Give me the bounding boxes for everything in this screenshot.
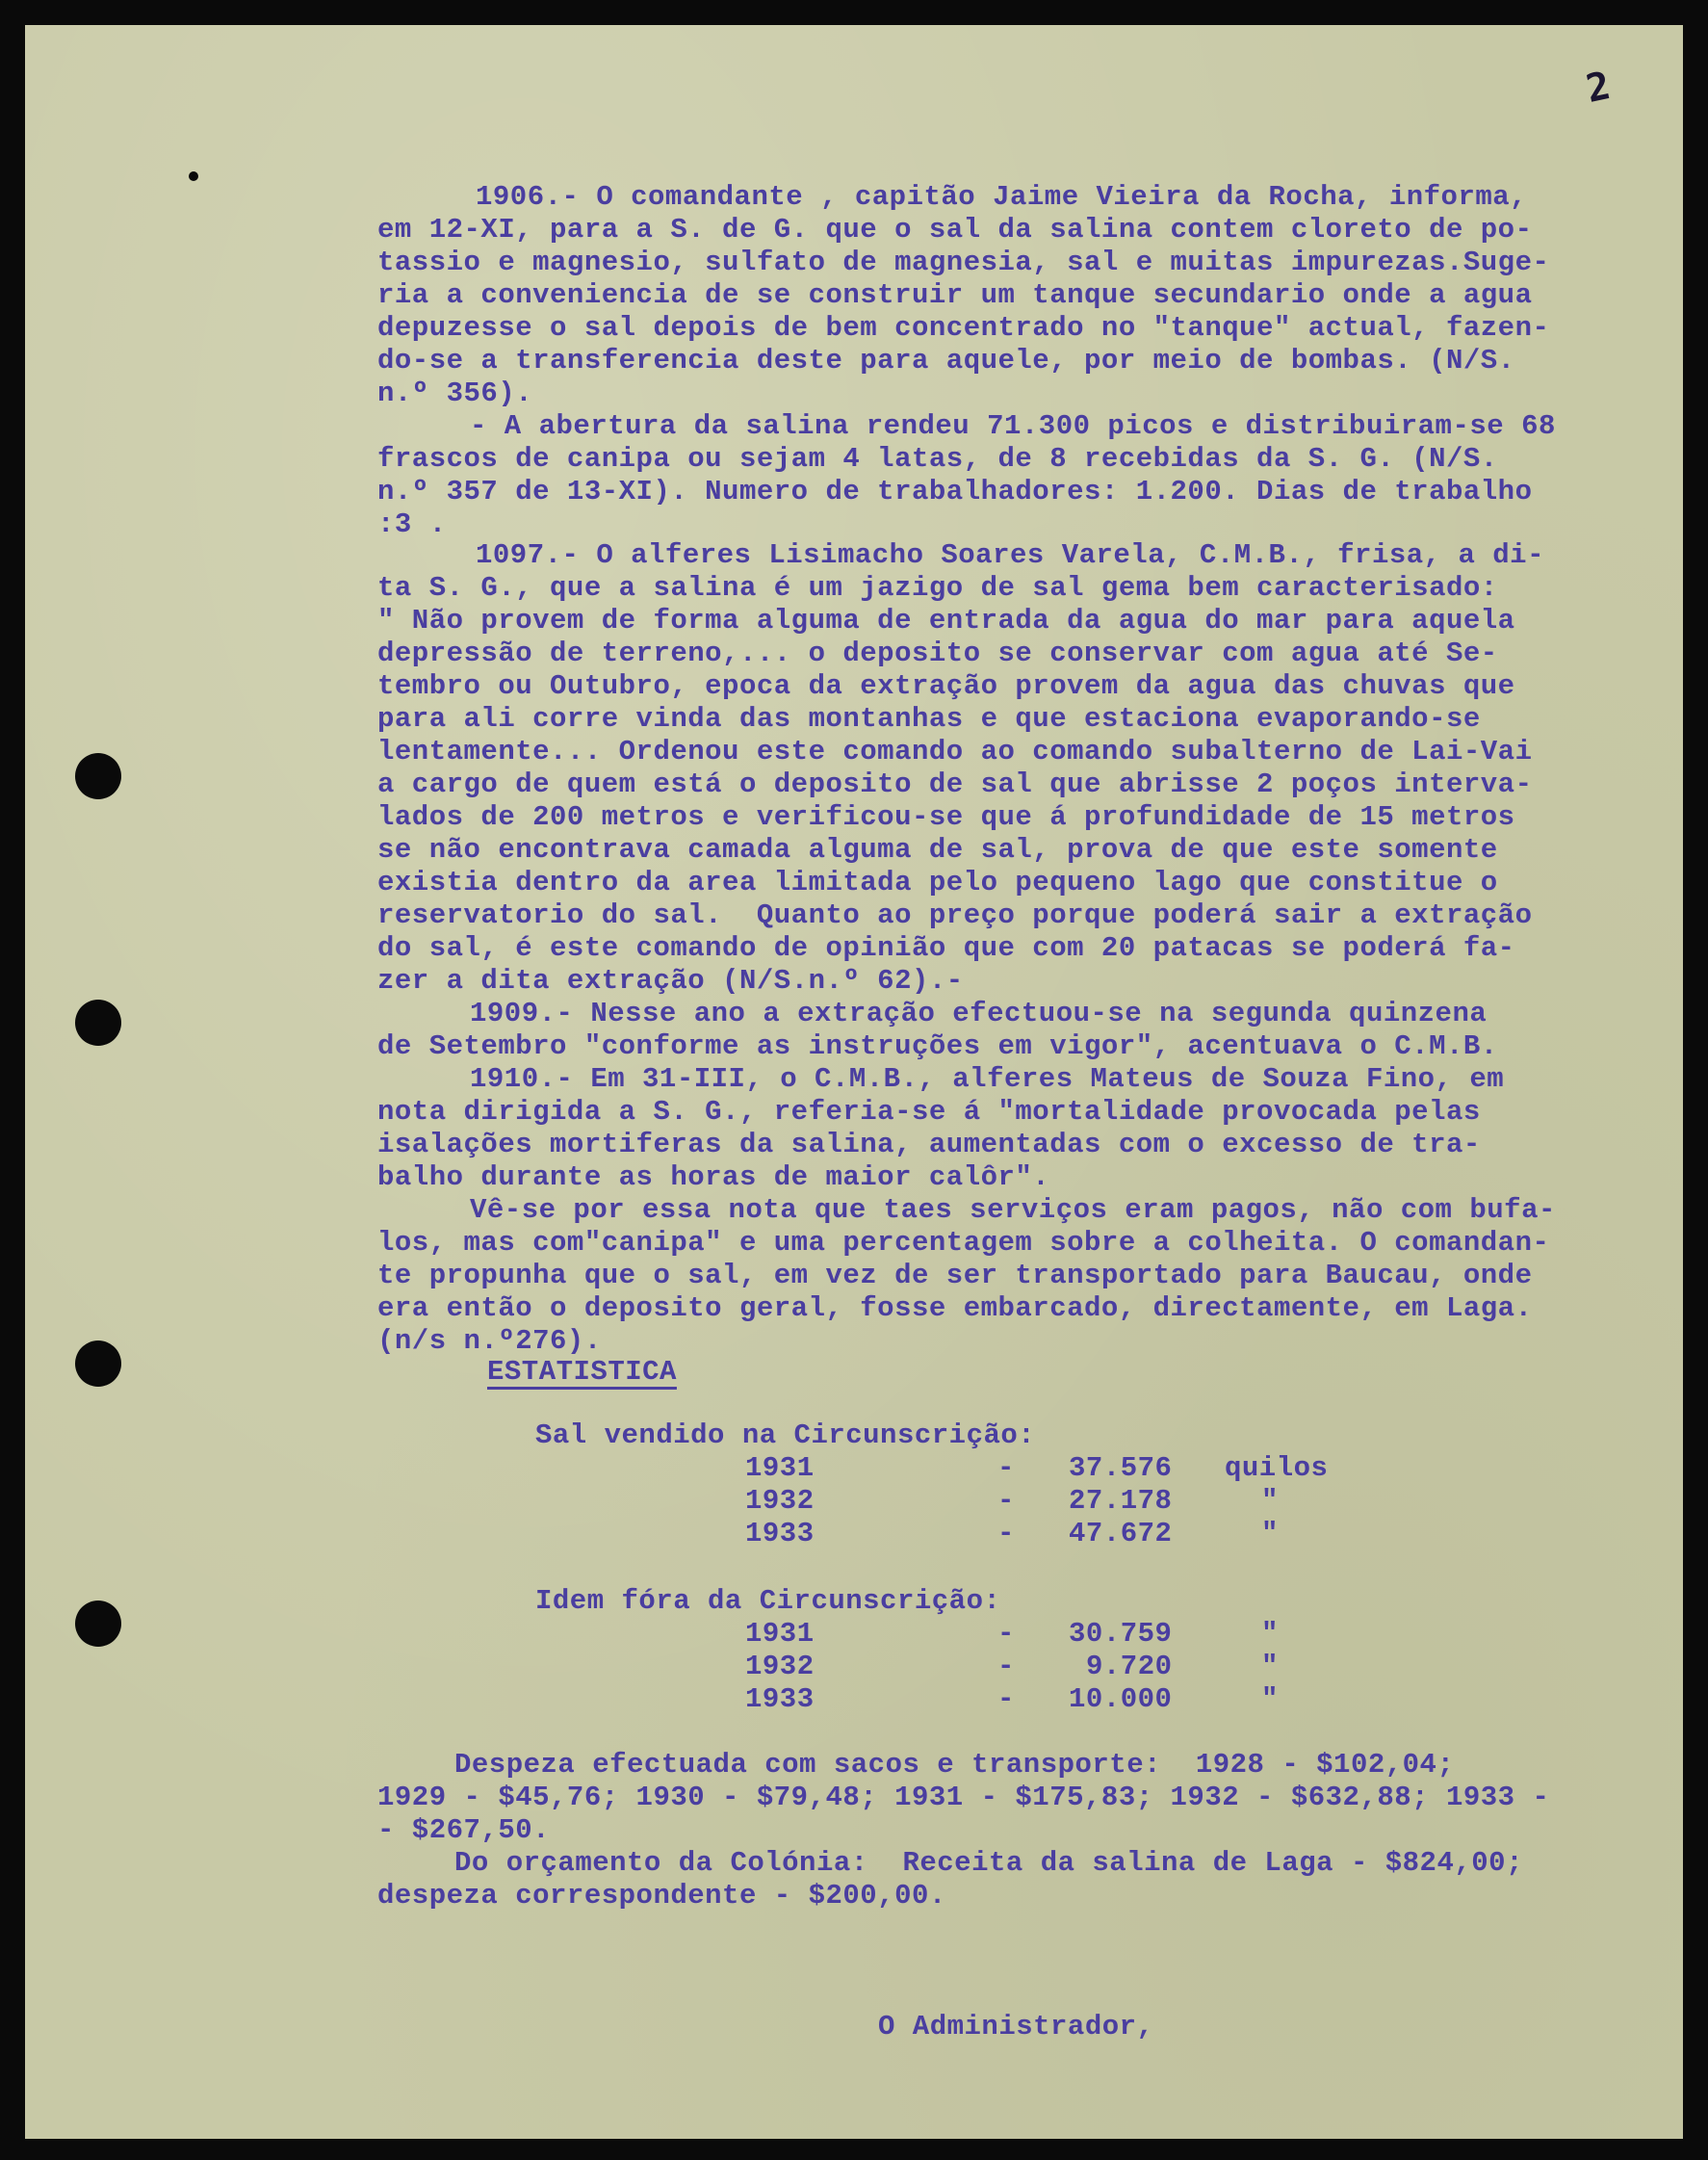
stat-unit: " <box>1261 1618 1279 1650</box>
text-line: em 12-XI, para a S. de G. que o sal da salina contem cloreto de po- <box>377 214 1533 246</box>
stat-year: 1931 <box>745 1452 815 1484</box>
ink-mark <box>189 171 198 181</box>
text-line: existia dentro da area limitada pelo pequeno lago que constitue o <box>377 867 1498 898</box>
text-line: se não encontrava camada alguma de sal, prova de que este somente <box>377 834 1498 866</box>
text-line: :3 . <box>377 508 447 540</box>
text-line: a cargo de quem está o deposito de sal que abrisse 2 poços interva- <box>377 768 1533 800</box>
stat-value: 37.576 <box>1069 1452 1173 1484</box>
stat-unit: " <box>1261 1651 1279 1682</box>
stat-dash: - <box>997 1683 1015 1715</box>
text-line: - A abertura da salina rendeu 71.300 picos e distribuiram-se 68 <box>470 410 1556 442</box>
text-line: para ali corre vinda das montanhas e que estaciona evaporando-se <box>377 703 1481 735</box>
stat-value: 10.000 <box>1069 1683 1173 1715</box>
stat-unit: " <box>1261 1683 1279 1715</box>
stat-year: 1933 <box>745 1518 815 1549</box>
text-line: tembro ou Outubro, epoca da extração provem da agua das chuvas que <box>377 670 1515 702</box>
binder-hole <box>75 1000 121 1046</box>
stat-year: 1932 <box>745 1485 815 1517</box>
stat-dash: - <box>997 1651 1015 1682</box>
text-line: (n/s n.º276). <box>377 1325 602 1357</box>
stat-value: 27.178 <box>1069 1485 1173 1517</box>
binder-hole <box>75 1340 121 1387</box>
binder-hole <box>75 753 121 799</box>
statistics-heading: ESTATISTICA <box>487 1356 677 1388</box>
text-line: balho durante as horas de maior calôr". <box>377 1161 1050 1193</box>
text-line: despeza correspondente - $200,00. <box>377 1880 946 1912</box>
text-line: - $267,50. <box>377 1814 551 1846</box>
text-line: do sal, é este comando de opinião que com 20 patacas se poderá fa- <box>377 932 1515 964</box>
text-line: isalações mortiferas da salina, aumentadas com o excesso de tra- <box>377 1129 1481 1160</box>
sold-inside-label: Sal vendido na Circunscrição: <box>535 1419 1036 1451</box>
text-line: n.º 357 de 13-XI). Numero de trabalhadores: 1.200. Dias de trabalho <box>377 476 1533 507</box>
text-line: 1910.- Em 31-III, o C.M.B., alferes Mateus de Souza Fino, em <box>470 1063 1505 1095</box>
text-line: 1906.- O comandante , capitão Jaime Vieira da Rocha, informa, <box>476 181 1528 213</box>
stat-value: 47.672 <box>1069 1518 1173 1549</box>
text-line: Despeza efectuada com sacos e transporte: 1928 - $102,04; <box>454 1749 1455 1781</box>
stat-year: 1931 <box>745 1618 815 1650</box>
text-line: te propunha que o sal, em vez de ser transportado para Baucau, onde <box>377 1260 1533 1291</box>
stat-unit: " <box>1261 1485 1279 1517</box>
sold-outside-label: Idem fóra da Circunscrição: <box>535 1585 1001 1617</box>
stat-unit: " <box>1261 1518 1279 1549</box>
stat-dash: - <box>997 1452 1015 1484</box>
text-line: ta S. G., que a salina é um jazigo de sal gema bem caracterisado: <box>377 572 1498 604</box>
text-line: depuzesse o sal depois de bem concentrado no "tanque" actual, fazen- <box>377 312 1550 344</box>
text-line: depressão de terreno,... o deposito se conservar com agua até Se- <box>377 638 1498 669</box>
page-number: 2 <box>1582 63 1615 113</box>
stat-year: 1933 <box>745 1683 815 1715</box>
stat-dash: - <box>997 1518 1015 1549</box>
text-line: reservatorio do sal. Quanto ao preço porque poderá sair a extração <box>377 899 1533 931</box>
text-line: 1929 - $45,76; 1930 - $79,48; 1931 - $175,83; 1932 - $632,88; 1933 - <box>377 1782 1550 1813</box>
text-line: Vê-se por essa nota que taes serviços eram pagos, não com bufa- <box>470 1194 1556 1226</box>
text-line: Do orçamento da Colónia: Receita da salina de Laga - $824,00; <box>454 1847 1523 1879</box>
stat-dash: - <box>997 1485 1015 1517</box>
text-line: tassio e magnesio, sulfato de magnesia, sal e muitas impurezas.Suge- <box>377 247 1550 278</box>
text-line: lados de 200 metros e verificou-se que á profundidade de 15 metros <box>377 801 1515 833</box>
stat-value: 30.759 <box>1069 1618 1173 1650</box>
text-line: do-se a transferencia deste para aquele, por meio de bombas. (N/S. <box>377 345 1515 377</box>
text-line: zer a dita extração (N/S.n.º 62).- <box>377 965 964 997</box>
text-line: " Não provem de forma alguma de entrada da agua do mar para aquela <box>377 605 1515 637</box>
signature: O Administrador, <box>878 2011 1154 2043</box>
text-line: n.º 356). <box>377 377 533 409</box>
binder-hole <box>75 1600 121 1647</box>
text-line: de Setembro "conforme as instruções em vigor", acentuava o C.M.B. <box>377 1030 1498 1062</box>
text-line: ria a conveniencia de se construir um tanque secundario onde a agua <box>377 279 1533 311</box>
text-line: lentamente... Ordenou este comando ao comando subalterno de Lai-Vai <box>377 736 1533 768</box>
stat-year: 1932 <box>745 1651 815 1682</box>
text-line: frascos de canipa ou sejam 4 latas, de 8 recebidas da S. G. (N/S. <box>377 443 1498 475</box>
text-line: 1097.- O alferes Lisimacho Soares Varela, C.M.B., frisa, a di- <box>476 539 1544 571</box>
text-line: nota dirigida a S. G., referia-se á "mortalidade provocada pelas <box>377 1096 1481 1128</box>
text-line: era então o deposito geral, fosse embarcado, directamente, em Laga. <box>377 1292 1533 1324</box>
stat-unit: quilos <box>1225 1452 1329 1484</box>
stat-value: 9.720 <box>1086 1651 1173 1682</box>
text-line: los, mas com"canipa" e uma percentagem sobre a colheita. O comandan- <box>377 1227 1550 1259</box>
text-line: 1909.- Nesse ano a extração efectuou-se na segunda quinzena <box>470 998 1488 1029</box>
stat-dash: - <box>997 1618 1015 1650</box>
